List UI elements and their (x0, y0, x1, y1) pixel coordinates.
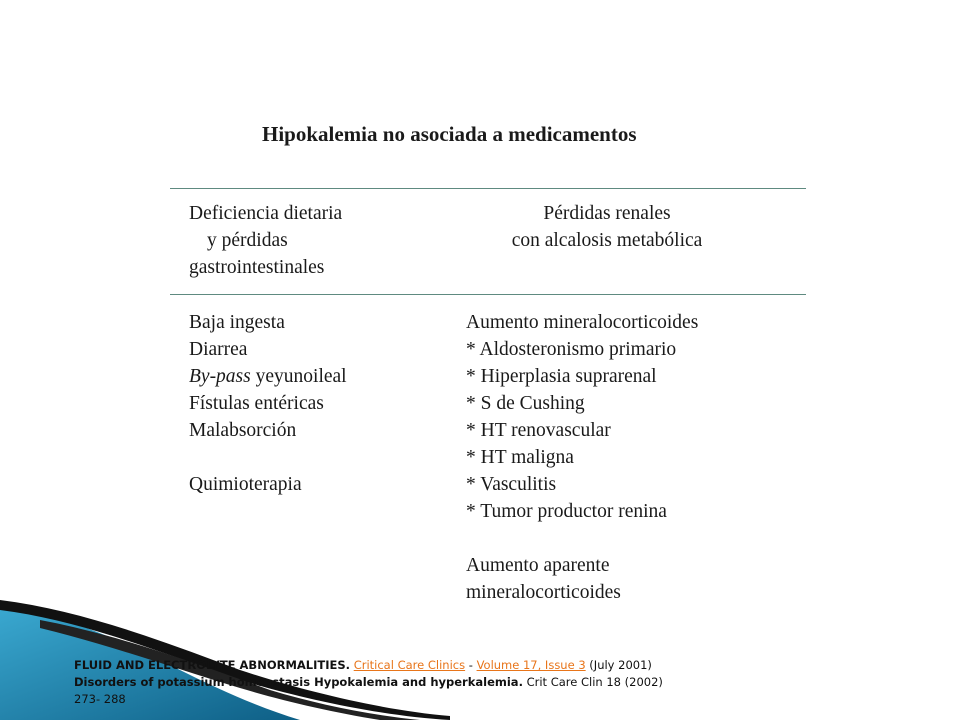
spacer (466, 525, 698, 552)
list-item: Aumento aparente (466, 555, 610, 576)
header-right-line: con alcalosis metabólica (511, 230, 703, 251)
list-item: * Tumor productor renina (466, 501, 667, 522)
citation-article-title-2: Disorders of potassium homeostasis Hypokalemia and hyperkalemia. (74, 675, 523, 689)
citation-dash: - (465, 658, 477, 672)
table-top-rule (170, 188, 806, 189)
journal-link[interactable]: Critical Care Clinics (353, 658, 466, 672)
spacer (189, 444, 347, 471)
table-header-rule (170, 294, 806, 295)
citation-line-1 (74, 657, 663, 674)
list-item: mineralocorticoides (466, 582, 621, 603)
header-left (189, 200, 342, 281)
list-item: Aumento mineralocorticoides (466, 312, 699, 333)
header-left-line: gastrointestinales (189, 257, 325, 278)
citation-line-2 (74, 674, 663, 691)
list-item: * Aldosteronismo primario (466, 339, 677, 360)
list-item: Baja ingesta (189, 312, 285, 333)
header-left-line: y pérdidas (207, 230, 288, 251)
citation (74, 657, 663, 708)
citation-date: (July 2001) (585, 658, 652, 672)
header-right (462, 200, 752, 254)
list-item: Diarrea (189, 339, 248, 360)
list-item (189, 363, 347, 390)
list-item: * Hiperplasia suprarenal (466, 366, 657, 387)
list-item: Quimioterapia (189, 474, 302, 495)
list-item: Malabsorción (189, 420, 297, 441)
list-item: * HT renovascular (466, 420, 611, 441)
header-left-line: Deficiencia dietaria (189, 203, 343, 224)
citation-article-title: FLUID AND ELECTROLYTE ABNORMALITIES. (74, 658, 351, 672)
list-item: Fístulas entéricas (189, 393, 324, 414)
list-item: * HT maligna (466, 447, 574, 468)
italic-prefix: By-pass (189, 366, 251, 387)
list-item: * S de Cushing (466, 393, 585, 414)
right-column (466, 309, 698, 606)
header-right-line: Pérdidas renales (543, 203, 671, 224)
page-title: Hipokalemia no asociada a medicamentos (262, 122, 637, 146)
left-column (189, 309, 347, 498)
issue-link[interactable]: Volume 17, Issue 3 (476, 658, 586, 672)
citation-source: Crit Care Clin 18 (2002) (522, 675, 663, 689)
citation-pages: 273- 288 (74, 692, 126, 706)
list-item: * Vasculitis (466, 474, 557, 495)
list-item-text: yeyunoileal (255, 366, 347, 387)
